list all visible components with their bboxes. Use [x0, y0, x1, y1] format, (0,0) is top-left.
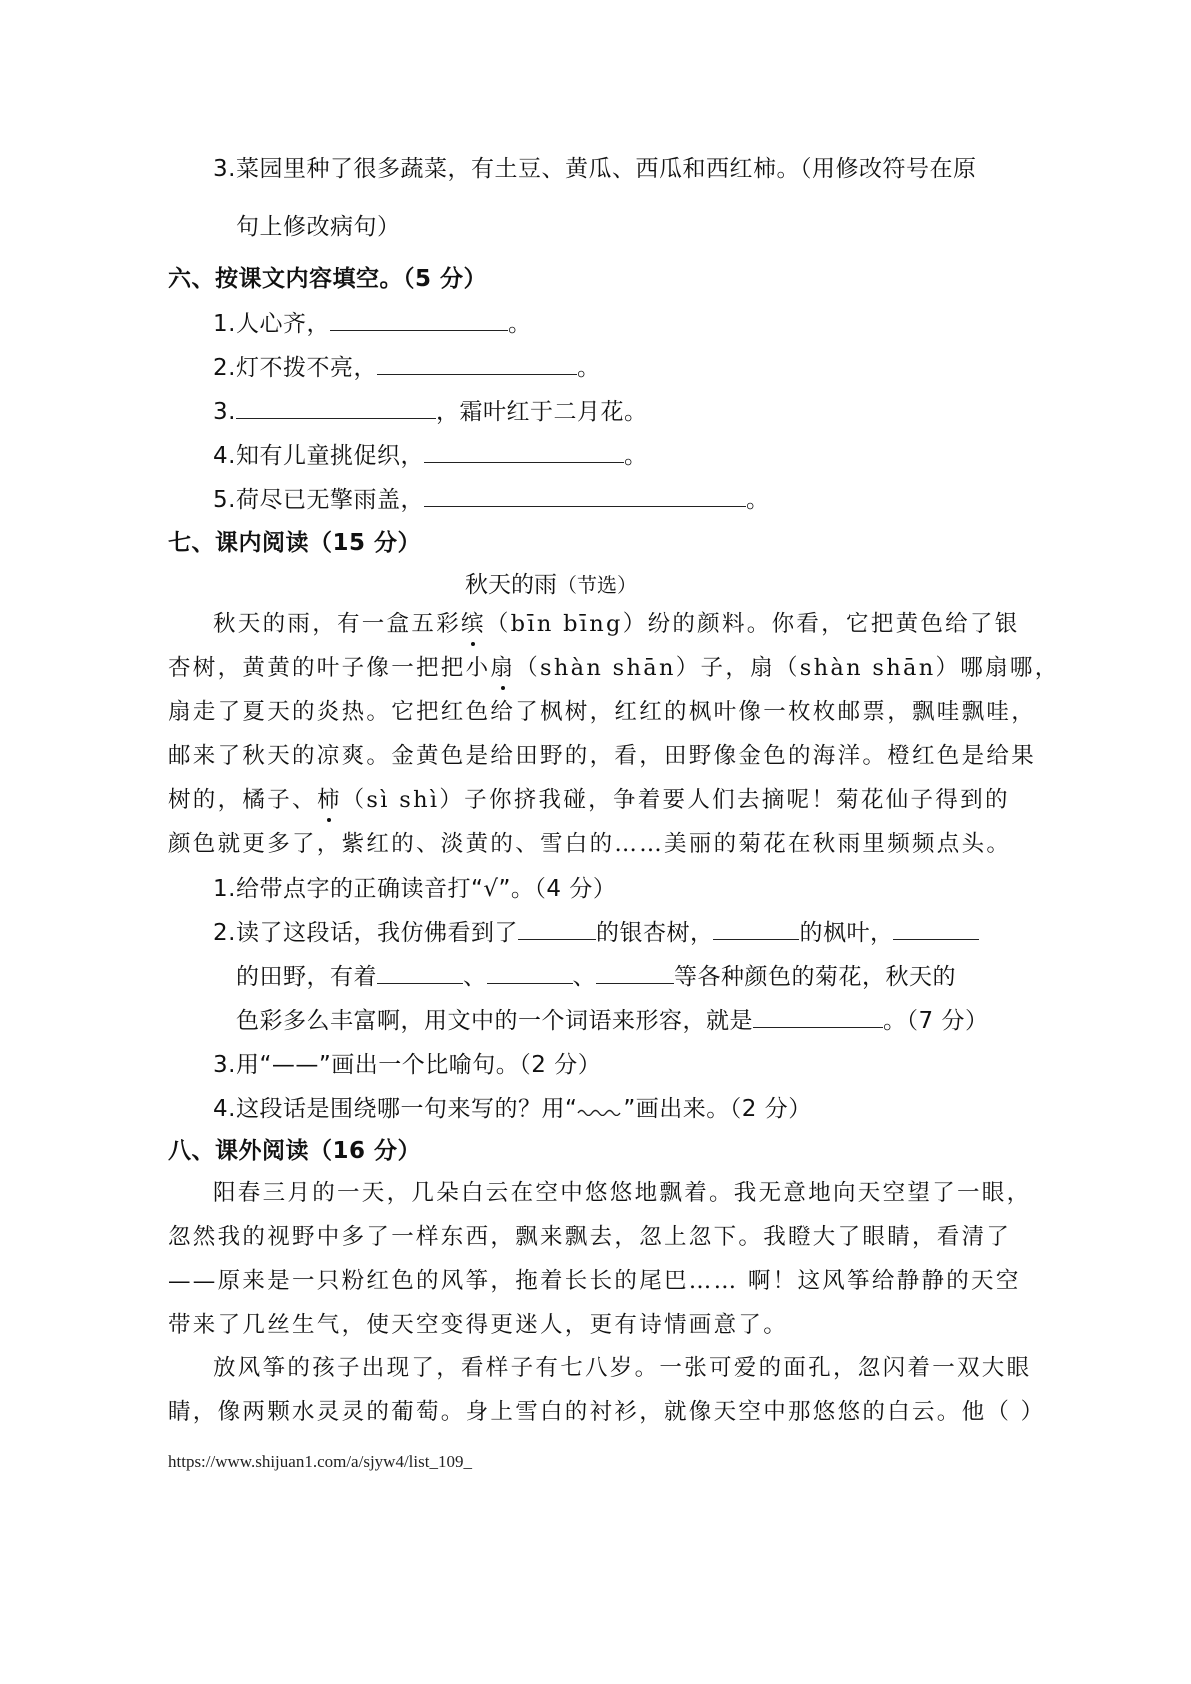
sec8-p1-line1: 阳春三月的一天，几朵白云在空中悠悠地飘着。我无意地向天空望了一眼， [213, 1180, 1032, 1206]
fill-blank[interactable] [236, 397, 436, 419]
fill-blank[interactable] [893, 918, 979, 940]
sec6-item-3 [213, 393, 647, 426]
q4-text: ”画出来。（2 分） [623, 1096, 812, 1122]
sec6-item-4-text: 4.知有儿童挑促织， [213, 443, 424, 469]
sec6-heading: 六、按课文内容填空。（5 分） [168, 266, 488, 292]
sec6-item-5-end: 。 [745, 487, 770, 513]
fill-blank[interactable] [424, 441, 624, 463]
sec8-p2-line2: 睛，像两颗水灵灵的葡萄。身上雪白的衬衫，就像天空中那悠悠的白云。他（ ） [168, 1399, 1046, 1425]
footer-url[interactable]: https://www.shijuan1.com/a/sjyw4/list_109_ [168, 1452, 472, 1471]
passage-line-5 [168, 782, 1010, 814]
sec6-item-3-text: ，霜叶红于二月花。 [435, 399, 648, 425]
q4-text: 4.这段话是围绕哪一句来写的？用“ [213, 1096, 578, 1122]
sec8-p1-line3: ——原来是一只粉红色的风筝，拖着长长的尾巴…… 啊！这风筝给静静的天空 [168, 1268, 1021, 1294]
fill-blank[interactable] [377, 962, 463, 984]
passage-line-2 [168, 650, 1060, 682]
q2-text: 等各种颜色的菊花，秋天的 [674, 964, 956, 990]
q2-text: 。（7 分） [883, 1008, 989, 1034]
q2-text: 的田野，有着 [236, 964, 377, 990]
passage-text: 树的，橘子、 [168, 787, 317, 813]
q2-text: 、 [463, 964, 487, 990]
sec7-q1: 1.给带点字的正确读音打“√”。（4 分） [213, 876, 617, 902]
sec6-item-1-text: 1.人心齐， [213, 311, 330, 337]
sec6-item-3-num: 3. [213, 399, 236, 425]
fill-blank[interactable] [518, 918, 596, 940]
sec8-p1-line4: 带来了几丝生气，使天空变得更迷人，更有诗情画意了。 [168, 1312, 789, 1338]
fill-blank[interactable] [596, 962, 674, 984]
q2-text: 的枫叶， [799, 920, 894, 946]
sec8-heading: 八、课外阅读（16 分） [168, 1138, 422, 1164]
passage-title-note: （节选） [557, 573, 637, 597]
fill-blank[interactable] [377, 353, 577, 375]
passage-title-text: 秋天的雨 [465, 572, 557, 598]
passage-line-4: 邮来了秋天的凉爽。金黄色是给田野的，看，田野像金色的海洋。橙红色是给果 [168, 743, 1037, 769]
dotted-char: 柿 [316, 787, 342, 813]
sec7-q2-line1 [213, 914, 979, 947]
fill-blank[interactable] [424, 485, 746, 507]
passage-line-1 [213, 606, 1020, 638]
sec6-item-5-text: 5.荷尽已无擎雨盖， [213, 487, 424, 513]
sec7-q3: 3.用“——”画出一个比喻句。（2 分） [213, 1052, 602, 1078]
sec6-item-4 [213, 437, 647, 470]
passage-text: 杏树，黄黄的叶子像一把把小 [168, 655, 491, 681]
sec6-item-2-end: 。 [576, 355, 601, 381]
fill-blank[interactable] [487, 962, 573, 984]
passage-text: （bīn bīng）纷的颜料。你看，它把黄色给了银 [485, 611, 1020, 637]
wavy-underline-symbol [577, 1096, 623, 1116]
passage-line-6: 颜色就更多了，紫红的、淡黄的、雪白的……美丽的菊花在秋雨里频频点头。 [168, 831, 1012, 857]
fill-blank[interactable] [330, 309, 508, 331]
passage-text: （shàn shān）子，扇（shàn shān）哪扇哪， [515, 655, 1060, 681]
fill-blank[interactable] [713, 918, 799, 940]
sec6-item-1 [213, 305, 531, 338]
q2-text: 色彩多么丰富啊，用文中的一个词语来形容，就是 [236, 1008, 753, 1034]
q2-text: 的银杏树， [595, 920, 714, 946]
sec7-q2-line2 [236, 958, 956, 991]
fill-blank[interactable] [753, 1006, 883, 1028]
q2-text: 、 [572, 964, 596, 990]
sec5-item3-line1: 3.菜园里种了很多蔬菜，有土豆、黄瓜、西瓜和西红柿。（用修改符号在原 [213, 156, 977, 182]
sec7-q4 [213, 1090, 812, 1123]
passage-line-3: 扇走了夏天的炎热。它把红色给了枫树，红红的枫叶像一枚枚邮票，飘哇飘哇， [168, 699, 1037, 725]
sec7-heading: 七、课内阅读（15 分） [168, 530, 422, 556]
sec6-item-2 [213, 349, 600, 382]
passage-title [465, 566, 637, 599]
q2-text: 2.读了这段话，我仿佛看到了 [213, 920, 518, 946]
dotted-char: 扇 [490, 655, 516, 681]
sec8-p2-line1: 放风筝的孩子出现了，看样子有七八岁。一张可爱的面孔，忽闪着一双大眼 [213, 1355, 1032, 1381]
passage-text: 秋天的雨，有一盒五彩 [213, 611, 462, 637]
dotted-char: 缤 [461, 611, 486, 637]
sec8-p1-line2: 忽然我的视野中多了一样东西，飘来飘去，忽上忽下。我瞪大了眼睛，看清了 [168, 1224, 1012, 1250]
sec6-item-2-text: 2.灯不拨不亮， [213, 355, 377, 381]
sec6-item-5 [213, 481, 769, 514]
sec6-item-4-end: 。 [623, 443, 648, 469]
sec6-item-1-end: 。 [507, 311, 532, 337]
sec7-q2-line3 [236, 1002, 988, 1035]
sec5-item3-line2: 句上修改病句） [236, 214, 401, 240]
passage-text: （sì shì）子你挤我碰，争着要人们去摘呢！菊花仙子得到的 [341, 787, 1010, 813]
